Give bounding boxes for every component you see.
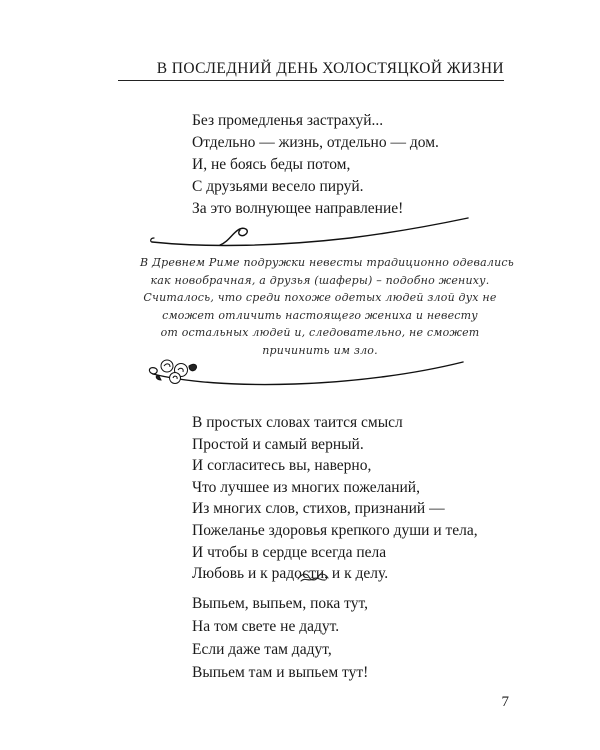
rose-icon bbox=[156, 360, 196, 384]
note-line: от остальных людей и, следовательно, не сможет bbox=[160, 326, 480, 339]
poem-line: И согласитесь вы, наверно, bbox=[192, 457, 372, 475]
poem-line: На том свете не дадут. bbox=[192, 618, 340, 635]
poem-line: И чтобы в сердце всегда пела bbox=[192, 543, 387, 561]
note-line: сможет отличить настоящего жениха и невесту bbox=[162, 308, 478, 322]
poem-line: Выпьем там и выпьем тут! bbox=[192, 664, 369, 681]
poem-line: Что лучшее из многих пожеланий, bbox=[192, 478, 420, 496]
historical-note bbox=[140, 254, 514, 359]
poem-line: Любовь и к радости, и к делу. bbox=[192, 565, 389, 583]
poem-line: Выпьем, выпьем, пока тут, bbox=[192, 595, 368, 612]
note-line: как новобрачная, а друзья (шаферы) – подобно жениху. bbox=[150, 273, 490, 287]
poem-3 bbox=[192, 592, 368, 684]
poem-line: Пожеланье здоровья крепкого души и тела, bbox=[192, 521, 478, 539]
header-rule bbox=[118, 80, 504, 81]
small-flourish-divider bbox=[296, 570, 330, 584]
note-line: Считалось, что среди похоже одетых людей злой дух не bbox=[143, 291, 497, 304]
poem-line: Отдельно — жизнь, отдельно — дом. bbox=[192, 134, 439, 151]
poem-line: Без промедленья застрахуй... bbox=[192, 112, 384, 129]
poem-1 bbox=[192, 110, 439, 220]
page-number: 7 bbox=[501, 694, 509, 710]
poem-line: Если даже там дадут, bbox=[192, 641, 332, 658]
poem-line: В простых словах таится смысл bbox=[192, 414, 403, 431]
poem-line: Из многих слов, стихов, признаний — bbox=[192, 500, 445, 518]
swirl-divider-top bbox=[150, 212, 470, 252]
poem-line: За это волнующее направление! bbox=[192, 200, 404, 217]
note-line: причинить им зло. bbox=[262, 343, 378, 357]
poem-line: И, не боясь беды потом, bbox=[192, 156, 351, 173]
rose-swirl-divider-bottom bbox=[145, 352, 465, 394]
note-line: В Древнем Риме подружки невесты традиционно одевались bbox=[140, 256, 514, 269]
poem-line: Простой и самый верный. bbox=[192, 435, 364, 453]
running-header-title: В ПОСЛЕДНИЙ ДЕНЬ ХОЛОСТЯЦКОЙ ЖИЗНИ bbox=[156, 60, 504, 77]
poem-2 bbox=[192, 412, 478, 585]
poem-line: С друзьями весело пируй. bbox=[192, 178, 364, 195]
